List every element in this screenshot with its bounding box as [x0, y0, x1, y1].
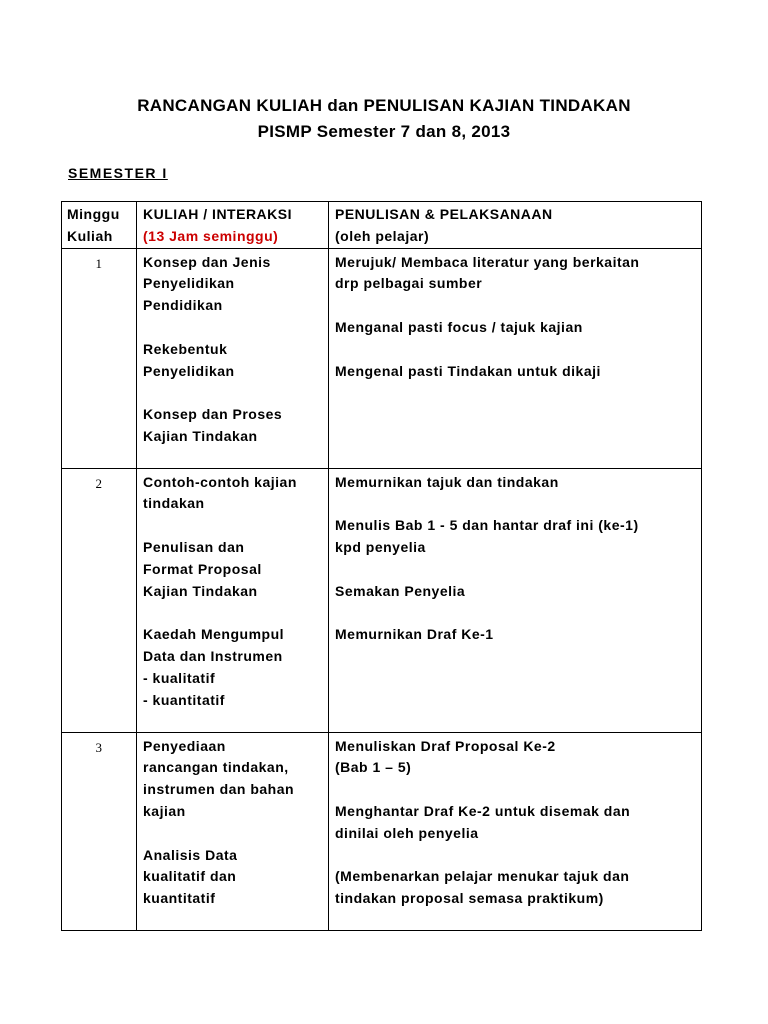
semester-heading: SEMESTER I: [68, 165, 168, 181]
week-number: 2: [95, 475, 103, 491]
task-text: dinilai oleh penyelia: [335, 824, 479, 841]
topic-text: Penyelidikan: [143, 275, 235, 292]
topic-text: Analisis Data: [143, 846, 238, 863]
week-number-cell: [62, 732, 137, 930]
table-header-row: [62, 202, 702, 249]
kuliah-cell: [137, 732, 329, 930]
document-subtitle: PISMP Semester 7 dan 8, 2013: [257, 122, 511, 141]
topic-text: rancangan tindakan,: [143, 759, 289, 776]
task-text: (Bab 1 – 5): [335, 759, 412, 776]
task-text: tindakan proposal semasa praktikum): [335, 890, 604, 907]
topic-text: Format Proposal: [143, 560, 262, 577]
header-text: PENULISAN & PELAKSANAAN: [335, 206, 553, 222]
header-text: (oleh pelajar): [335, 227, 430, 244]
header-kuliah-interaksi: [137, 202, 329, 249]
header-text: Minggu: [67, 206, 120, 222]
task-text: Mengenal pasti Tindakan untuk dikaji: [335, 362, 601, 379]
topic-text: - kualitatif: [143, 669, 216, 686]
topic-text: Kajian Tindakan: [143, 582, 258, 599]
task-text: Memurnikan Draf Ke-1: [335, 626, 494, 643]
topic-text: - kuantitatif: [143, 691, 225, 708]
task-text: kpd penyelia: [335, 538, 426, 555]
topic-text: Konsep dan Jenis: [143, 253, 271, 270]
topic-text: kualitatif dan: [143, 868, 237, 885]
task-text: Semakan Penyelia: [335, 582, 466, 599]
topic-text: Kajian Tindakan: [143, 427, 258, 444]
penulisan-cell: [329, 732, 702, 930]
table-row: [62, 248, 702, 468]
task-text: Memurnikan tajuk dan tindakan: [335, 473, 559, 490]
task-text: Menghantar Draf Ke-2 untuk disemak dan: [335, 802, 631, 819]
header-text: KULIAH / INTERAKSI: [143, 206, 292, 222]
topic-text: Pendidikan: [143, 297, 223, 314]
task-text: Menulis Bab 1 - 5 dan hantar draf ini (ke-1): [335, 517, 639, 534]
topic-text: Kaedah Mengumpul: [143, 626, 285, 643]
hours-per-week-note: (13 Jam seminggu): [143, 227, 279, 244]
topic-text: Penyediaan: [143, 737, 226, 754]
topic-text: Data dan Instrumen: [143, 647, 283, 664]
schedule-table: [61, 201, 702, 931]
task-text: Menganal pasti focus / tajuk kajian: [335, 318, 583, 335]
penulisan-cell: [329, 248, 702, 468]
task-text: (Membenarkan pelajar menukar tajuk dan: [335, 868, 630, 885]
topic-text: instrumen dan bahan: [143, 781, 295, 798]
header-minggu-kuliah: [62, 202, 137, 249]
topic-text: Konsep dan Proses: [143, 406, 283, 423]
task-text: Menuliskan Draf Proposal Ke-2: [335, 737, 556, 754]
topic-text: Penulisan dan: [143, 538, 245, 555]
document-title: RANCANGAN KULIAH dan PENULISAN KAJIAN TINDAKAN: [137, 96, 631, 115]
penulisan-cell: [329, 468, 702, 732]
topic-text: kuantitatif: [143, 890, 216, 907]
task-text: drp pelbagai sumber: [335, 275, 483, 292]
topic-text: tindakan: [143, 495, 205, 512]
table-row: [62, 732, 702, 930]
topic-text: Rekebentuk: [143, 340, 228, 357]
week-number-cell: [62, 248, 137, 468]
task-text: Merujuk/ Membaca literatur yang berkaitan: [335, 253, 640, 270]
header-text: Kuliah: [67, 227, 113, 244]
topic-text: Penyelidikan: [143, 362, 235, 379]
topic-text: Contoh-contoh kajian: [143, 473, 297, 490]
topic-text: kajian: [143, 802, 186, 819]
kuliah-cell: [137, 248, 329, 468]
week-number: 1: [95, 255, 103, 271]
table-row: [62, 468, 702, 732]
week-number: 3: [95, 739, 103, 755]
week-number-cell: [62, 468, 137, 732]
kuliah-cell: [137, 468, 329, 732]
header-penulisan-pelaksanaan: [329, 202, 702, 249]
